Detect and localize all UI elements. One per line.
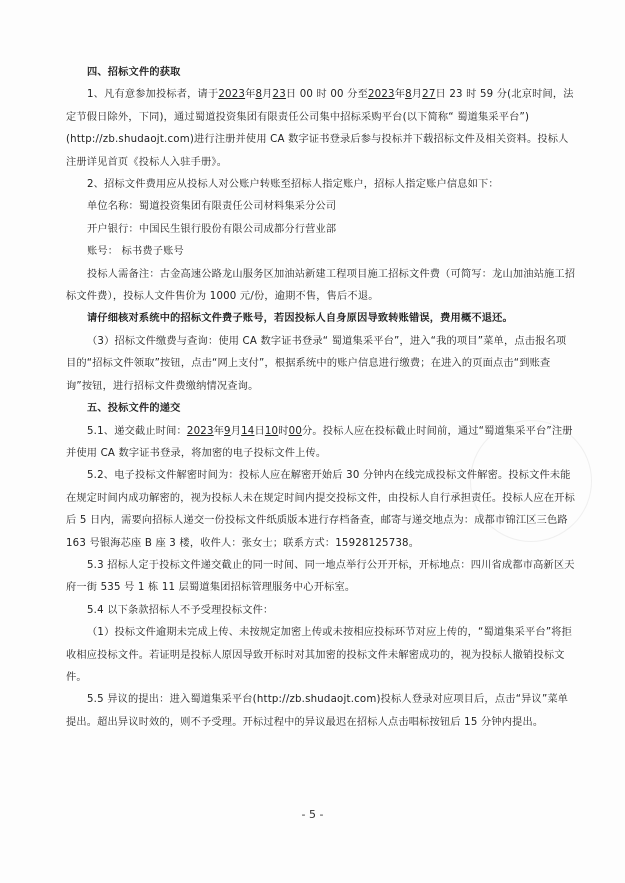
section-5-heading: 五、投标文件的递交 bbox=[87, 403, 181, 415]
section-4-paragraph-3: （3）招标文件缴费与查询：使用 CA 数字证书登录“ 蜀道集采平台”，进入“我的项目”菜单，点击报名项目的“招标文件领取”按钮，点击“网上支付”，根据系统中的账户信息进行缴费；在进入的页面点击“到账查询”按钮，进行招标文件费缴纳情况查询。 bbox=[66, 335, 567, 392]
end-month: 8 bbox=[405, 89, 412, 101]
section-5-4: 5.4 以下条款招标人不予受理投标文件： bbox=[87, 604, 274, 616]
text-run: 月 bbox=[411, 89, 423, 101]
text-run: 年 bbox=[245, 89, 256, 101]
payment-warning: 请仔细核对系统中的招标文件费子账号，若因投标人自身原因导致转账错误，费用概不退还。 bbox=[87, 313, 513, 325]
section-5-1 bbox=[66, 421, 576, 466]
text-run: 分。投标人应在投标截止时间前，通过“蜀道集采平台”注册并使用 CA 数字证书登录，将加密的电子投标文件上传。 bbox=[66, 425, 573, 459]
section-5-3: 5.3 招标人定于投标文件递交截止的同一时间、同一地点举行公开开标，开标地点：四川省成都市高新区天府一街 535 号 1 栋 11 层蜀道集团招标管理服务中心开标室。 bbox=[66, 559, 575, 594]
section-5-5: 5.5 异议的提出：进入蜀道集采平台(http://zb.shudaojt.com)投标人登录对应项目后，点击“异议”菜单提出。超出异议时效的，则不予受理。开标过程中的异议最迟在招标人点击唱标按钮后 15 分钟内提出。 bbox=[66, 694, 569, 728]
section-5-4-item-1: （1）投标文件逾期未完成上传、未按规定加密上传或未按相应投标环节对应上传的，“蜀道集采平台”将拒收相应投标文件。若证明是投标人原因导致开标时对其加密的投标文件未解密成功的，视为投标人撤销投标文件。 bbox=[66, 627, 573, 683]
text-run: 月 bbox=[262, 89, 273, 101]
text-run: 年 bbox=[394, 89, 406, 101]
deadline-minute: 00 bbox=[288, 425, 303, 437]
account-name: 单位名称：蜀道投资集团有限责任公司材料集采分公司 bbox=[87, 201, 337, 213]
deadline-hour: 10 bbox=[264, 425, 279, 437]
text-run: 时 bbox=[278, 425, 289, 437]
page-number: - 5 - bbox=[301, 808, 324, 821]
text-run: 1、凡有意参加投标者，请于 bbox=[87, 89, 219, 101]
start-year: 2023 bbox=[218, 89, 246, 101]
end-year: 2023 bbox=[367, 89, 395, 101]
text-run: 日 00 时 00 分至 bbox=[285, 89, 368, 101]
start-month: 8 bbox=[255, 89, 263, 101]
section-4-paragraph-2: 2、招标文件费用应从投标人对公账户转账至招标人指定账户，招标人指定账户信息如下： bbox=[87, 179, 499, 191]
end-day: 27 bbox=[422, 89, 436, 101]
text-run: 日 23 时 59 分(北京时间，法定节假日除外，下同)，通过蜀道投资集团有限责任公司集中招标采购平台(以下简称“ 蜀道集采平台”)(http://zb.shudaojt.com)进行注册并使用 CA 数字证书登录后参与投标并下载招标文件及相关资料。投标人注册详见首页《投标人入驻手册》。 bbox=[66, 89, 574, 168]
text-run: 月 bbox=[230, 425, 242, 437]
text-run: 5.1、递交截止时间： bbox=[87, 425, 187, 437]
text-run: 日 bbox=[254, 425, 265, 437]
deadline-year: 2023 bbox=[186, 425, 214, 437]
section-4-heading: 四、招标文件的获取 bbox=[87, 67, 181, 78]
section-4-paragraph-1 bbox=[66, 84, 576, 174]
section-5-2: 5.2、电子投标文件解密时间为：投标人应在解密开始后 30 分钟内在线完成投标文件解密。投标文件未能在规定时间内成功解密的，视为投标人未在规定时间内提交投标文件，由投标人自行承担责任。投标人应在开标后 5 日内，需要向招标人递交一份投标文件纸质版本进行存档备查，邮寄与递交地点为：成都市锦江区三色路 163 号银海芯座 B 座 3 楼，收件人：张女士；联系方式：15928125738。 bbox=[66, 470, 575, 549]
document-body bbox=[66, 62, 576, 734]
payment-remark: 投标人需备注：古金高速公路龙山服务区加油站新建工程项目施工招标文件费（可简写：龙山加油站施工招标文件费），投标人文件售价为 1000 元/份，逾期不售，售后不退。 bbox=[66, 268, 576, 303]
start-day: 23 bbox=[272, 89, 286, 101]
deadline-month: 9 bbox=[224, 425, 231, 437]
deadline-day: 14 bbox=[241, 425, 255, 437]
account-bank: 开户银行：中国民生银行股份有限公司成都分行营业部 bbox=[87, 223, 337, 235]
account-number: 账号： 标书费子账号 bbox=[87, 246, 184, 258]
text-run: 年 bbox=[213, 425, 225, 437]
